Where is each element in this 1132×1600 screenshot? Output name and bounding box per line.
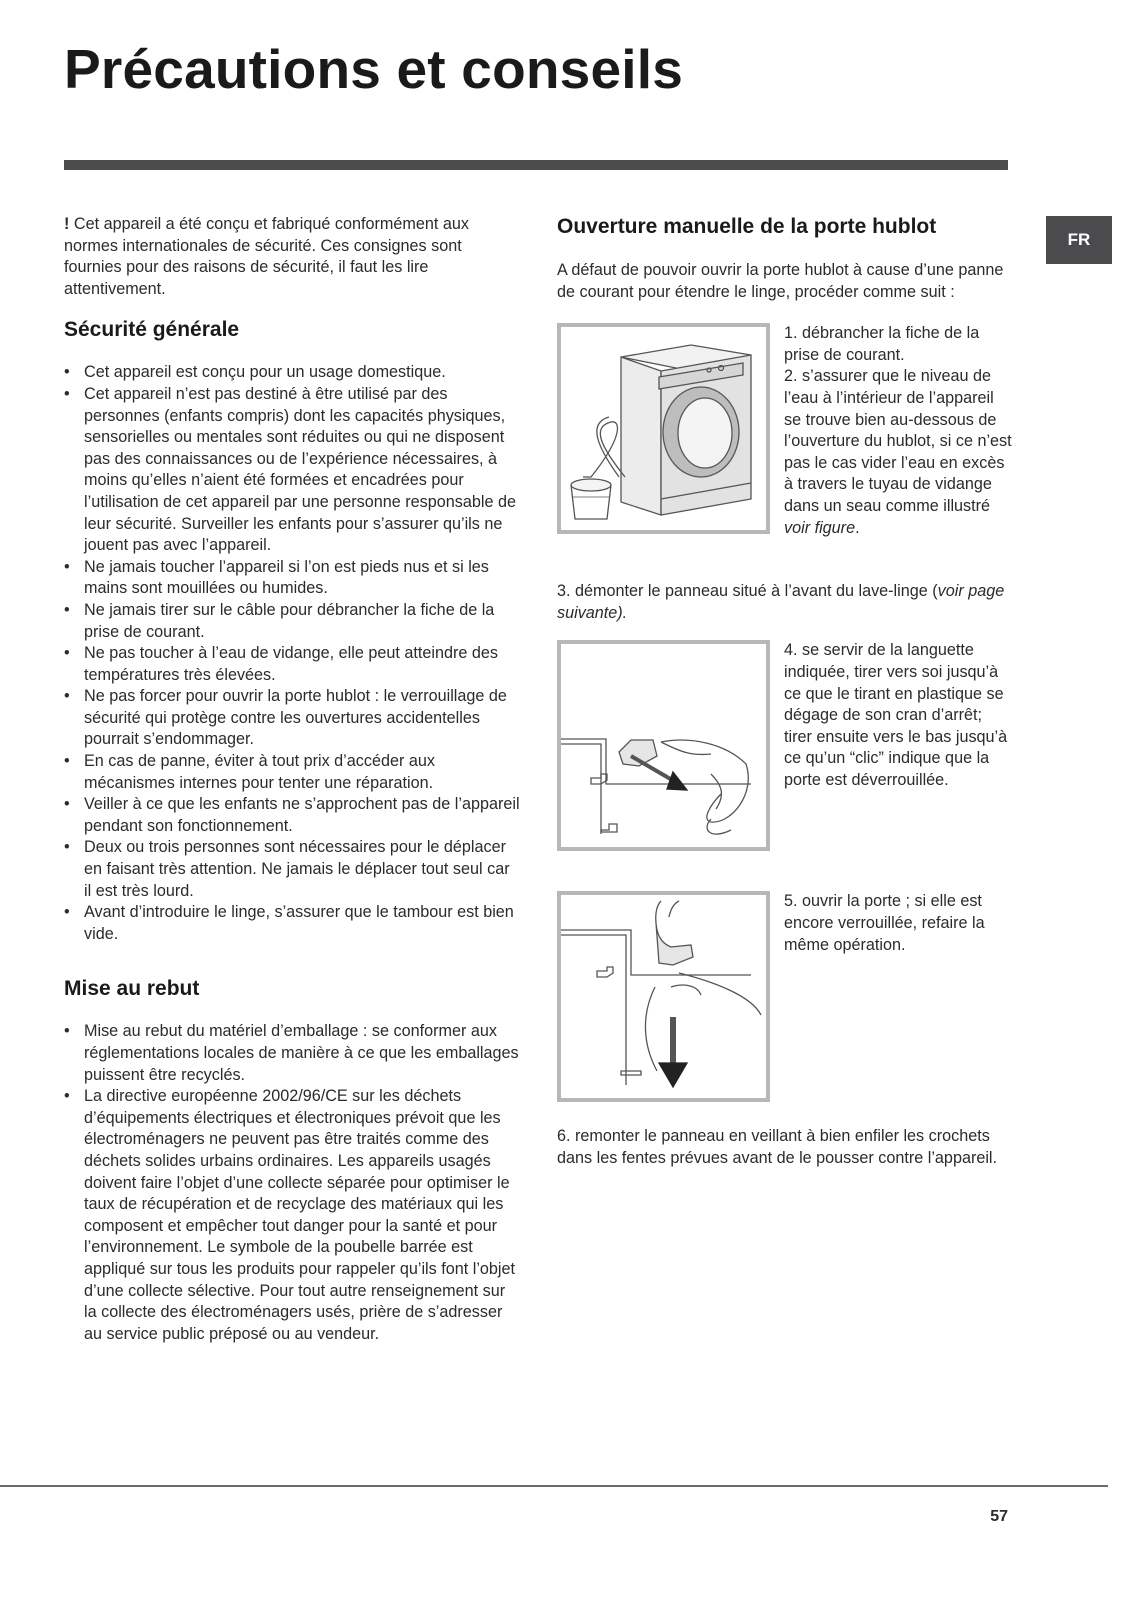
footer-divider xyxy=(0,1485,1108,1487)
intro-paragraph xyxy=(64,214,520,300)
intro-text: Cet appareil a été conçu et fabriqué conformément aux normes internationales de sécurité. Ces consignes sont fournies pour des raisons de sécurité, il faut les lire attentivement. xyxy=(64,215,469,298)
language-tab: FR xyxy=(1046,216,1112,264)
list-item: • Deux ou trois personnes sont nécessaires pour le déplacer en faisant très attention. Ne jamais le déplacer tout seul car il est très lourd. xyxy=(64,837,520,902)
list-item: • Ne jamais tirer sur le câble pour débrancher la fiche de la prise de courant. xyxy=(64,600,520,643)
figure-row-2 xyxy=(557,640,1012,851)
figure-row-3 xyxy=(557,891,1012,1102)
step-2-figure-ref: voir figure xyxy=(784,518,856,537)
securite-list xyxy=(64,362,520,945)
washer-bucket-illustration xyxy=(561,327,766,530)
step-3-ref: voir page suivante). xyxy=(557,582,1005,622)
step-6: 6. remonter le panneau en veillant à bien enfiler les crochets dans les fentes prévues avant de le pousser contre l’appareil. xyxy=(557,1127,998,1167)
figure-pull-tab xyxy=(557,640,770,851)
list-item: • Veiller à ce que les enfants ne s’approchent pas de l’appareil pendant son fonctionnement. xyxy=(64,794,520,837)
steps-1-2 xyxy=(784,323,1012,539)
section-heading-securite: Sécurité générale xyxy=(64,318,240,342)
list-item: • Cet appareil n’est pas destiné à être utilisé par des personnes (enfants compris) dont les capacités physiques, sensorielles ou mentales sont réduites ou qui ne disposent pas des connaissances ou de l’expérience nécessaires, à moins qu’elles n’aient été formées et encadrées pour l’utilisation de cet appareil par une personne responsable de leur sécurité. Surveiller les enfants pour s’assurer qu’ils ne jouent pas avec l’appareil. xyxy=(64,384,520,557)
pull-down-illustration xyxy=(561,895,766,1098)
rebut-list xyxy=(64,1021,520,1345)
list-item: • Avant d’introduire le linge, s’assurer que le tambour est bien vide. xyxy=(64,902,520,945)
list-item: • Mise au rebut du matériel d’emballage : se conformer aux réglementations locales de manière à ce que les emballages puissent être recyclés. xyxy=(64,1021,520,1086)
list-item: • La directive européenne 2002/96/CE sur les déchets d’équipements électriques et électroniques prévoit que les électroménagers ne peuvent pas être traités comme des déchets solides urbains ordinaires. Les appareils usagés doivent faire l’objet d’une collecte séparée pour optimiser le taux de récupération et de recyclage des matériaux qui les composent et empêcher tout danger pour la santé et pour l’environnement. Le symbole de la poubelle barrée est appliqué sur tous les produits pour rappeler qu’ils font l’objet d’une collecte sélective. Pour tout autre renseignement sur la collecte des électroménagers usés, prière de s’adresser au service public préposé ou au vendeur. xyxy=(64,1086,520,1345)
figure-row-1 xyxy=(557,323,1012,539)
list-item: • Ne pas forcer pour ouvrir la porte hublot : le verrouillage de sécurité qui protège contre les ouvertures accidentelles pourrait s’endommager. xyxy=(64,686,520,751)
list-item: • Ne jamais toucher l’appareil si l’on est pieds nus et si les mains sont mouillées ou humides. xyxy=(64,557,520,600)
step-3 xyxy=(557,581,1012,624)
figure-washer-bucket xyxy=(557,323,770,534)
section-heading-rebut: Mise au rebut xyxy=(64,977,200,1001)
section-heading-ouverture: Ouverture manuelle de la porte hublot xyxy=(557,215,937,238)
step-2: 2. s’assurer que le niveau de l’eau à l’intérieur de l’appareil se trouve bien au-dessous de l’ouverture du hublot, si ce n’est pas le cas vider l’eau en excès à travers le tuyau de vidange dans un seau comme illustré xyxy=(784,367,1012,515)
ouverture-intro: A défaut de pouvoir ouvrir la porte hublot à cause d’une panne de courant pour étendre le linge, procéder comme suit : xyxy=(557,261,1004,301)
title-divider xyxy=(64,160,1008,170)
right-column xyxy=(557,214,1012,1170)
warning-mark: ! xyxy=(64,215,70,233)
step-4: 4. se servir de la languette indiquée, tirer vers soi jusqu’à ce que le tirant en plastique se dégage de son cran d’arrêt; tirer ensuite vers le bas jusqu’à ce qu’un “clic” indique que la porte est déverrouillée. xyxy=(784,641,1008,789)
figure-pull-down xyxy=(557,891,770,1102)
list-item: • Cet appareil est conçu pour un usage domestique. xyxy=(64,362,520,384)
step-5: 5. ouvrir la porte ; si elle est encore verrouillée, refaire la même opération. xyxy=(784,892,985,954)
pull-tab-illustration xyxy=(561,644,766,847)
list-item: • Ne pas toucher à l’eau de vidange, elle peut atteindre des températures très élevées. xyxy=(64,643,520,686)
left-column xyxy=(64,214,520,1345)
list-item: • En cas de panne, éviter à tout prix d’accéder aux mécanismes internes pour tenter une réparation. xyxy=(64,751,520,794)
page-number: 57 xyxy=(990,1508,1008,1525)
step-2-end: . xyxy=(855,518,860,537)
step-1: 1. débrancher la fiche de la prise de courant. xyxy=(784,324,980,364)
page-title: Précautions et conseils xyxy=(64,38,683,100)
step-3-text: 3. démonter le panneau situé à l’avant du lave-linge ( xyxy=(557,582,938,601)
